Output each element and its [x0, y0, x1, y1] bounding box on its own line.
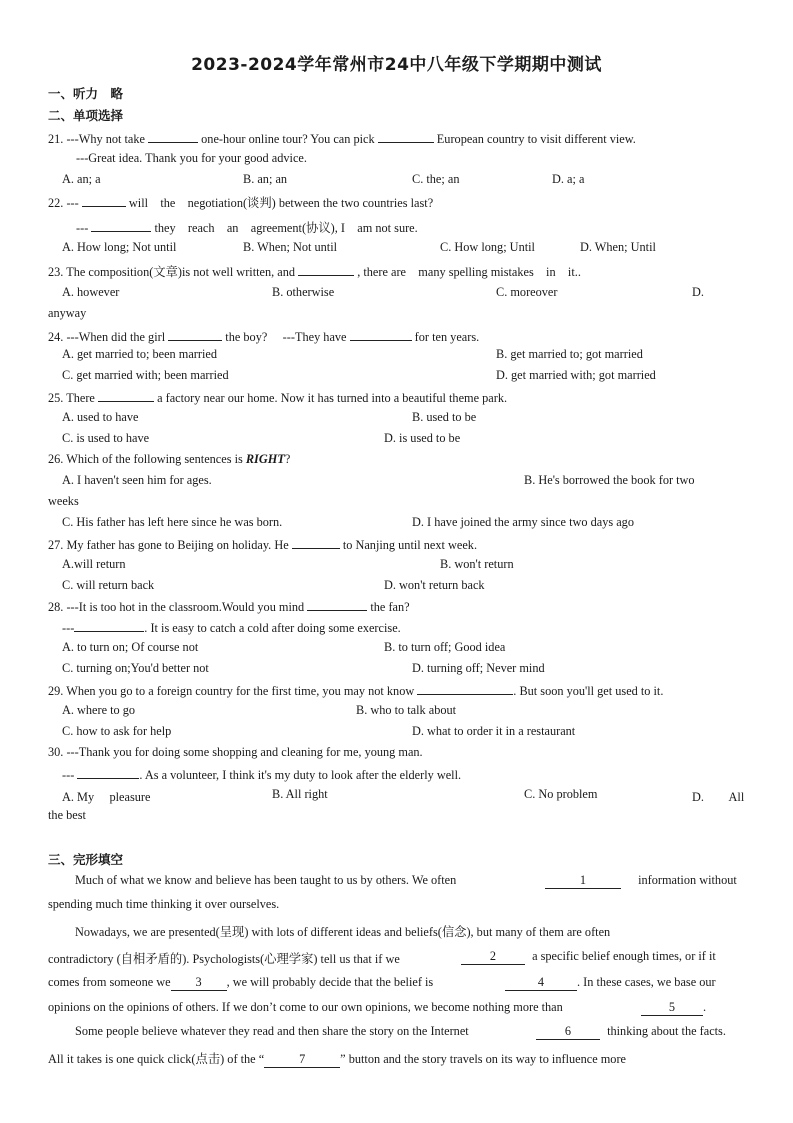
cloze-line — [48, 1000, 563, 1015]
option-d: D. won't return back — [384, 578, 485, 592]
option-b: B. won't return — [440, 557, 514, 571]
question-text: for ten years. — [414, 330, 480, 344]
option-d: D. I have joined the army since two days ago — [412, 515, 634, 529]
option-d: D. When; Until — [580, 240, 656, 254]
cloze-line — [641, 1000, 706, 1016]
option-a: A. where to go — [62, 703, 136, 717]
option-d: D. — [692, 285, 704, 299]
question-text: 21. ---Why not take — [48, 132, 145, 146]
passage-text: a specific belief enough times, or if it — [532, 949, 716, 963]
question-22 — [48, 193, 433, 211]
option-a: A. however — [62, 285, 120, 299]
question-text: 24. ---When did the girl — [48, 330, 166, 344]
page-title: 2023-2024学年常州市24中八年级下学期期中测试 — [191, 55, 602, 75]
option-c: C. the; an — [412, 172, 460, 186]
option-d: D. what to order it in a restaurant — [412, 724, 576, 738]
question-text: . But soon you'll get used to it. — [513, 684, 664, 698]
option-b: B. to turn off; Good idea — [384, 640, 506, 654]
passage-text: . In these cases, we base our — [577, 975, 716, 989]
passage-text: Much of what we know and believe has been taught to us by others. We often — [75, 873, 457, 887]
option-b: B. an; an — [243, 172, 288, 186]
passage-text: comes from someone we — [48, 975, 171, 989]
blank — [98, 389, 154, 402]
option-c: C. how to ask for help — [62, 724, 172, 738]
cloze-blank-3: 3 — [171, 975, 227, 991]
blank — [417, 682, 513, 695]
section-cloze: 三、完形填空 — [48, 852, 124, 867]
question-22-reply — [76, 218, 418, 236]
passage-text: . — [703, 1000, 707, 1014]
question-text: European country to visit different view. — [436, 132, 636, 146]
blank — [307, 598, 367, 611]
cloze-blank-7: 7 — [264, 1052, 340, 1068]
cloze-blank-5: 5 — [641, 1000, 703, 1016]
blank — [77, 766, 139, 779]
option-d: D. turning off; Never mind — [412, 661, 545, 675]
option-a: A. used to have — [62, 410, 139, 424]
question-text: 29. When you go to a foreign country for the first time, you may not know — [48, 684, 415, 698]
option-c: C. turning on;You'd better not — [62, 661, 209, 675]
blank — [350, 328, 412, 341]
cloze-line — [75, 1024, 469, 1039]
question-text: 25. There — [48, 391, 95, 405]
option-d: D. All — [692, 790, 745, 804]
question-23 — [48, 262, 581, 280]
question-25 — [48, 389, 507, 406]
question-text: to Nanjing until next week. — [342, 538, 478, 552]
question-text: --- — [76, 221, 89, 235]
question-text: --- — [62, 768, 75, 782]
option-a: A.will return — [62, 557, 126, 571]
cloze-blank-6: 6 — [536, 1024, 600, 1040]
blank — [378, 130, 434, 143]
section-single-choice: 二、单项选择 — [48, 108, 124, 123]
question-29 — [48, 682, 663, 699]
question-text: 26. Which of the following sentences is — [48, 452, 243, 466]
option-b: B. He's borrowed the book for two — [524, 473, 695, 487]
cloze-line — [461, 949, 716, 965]
passage-text: All it takes is one quick click(点击) of the “ — [48, 1052, 265, 1066]
cloze-blank-2: 2 — [461, 949, 525, 965]
question-text: a factory near our home. Now it has turned into a beautiful theme park. — [157, 391, 508, 405]
cloze-line — [48, 975, 433, 991]
cloze-blank-1: 1 — [545, 873, 621, 889]
question-28 — [48, 598, 410, 615]
question-text: the boy? ---They have — [225, 330, 347, 344]
question-text: 22. --- — [48, 196, 79, 210]
emphasis-text: RIGHT — [245, 452, 285, 466]
question-text: 27. My father has gone to Beijing on holiday. He — [48, 538, 289, 552]
blank — [298, 263, 354, 276]
option-d: D. is used to be — [384, 431, 461, 445]
cloze-line: Nowadays, we are presented(呈现) with lots of different ideas and beliefs(信念), but many of them are often — [75, 925, 611, 939]
blank — [168, 328, 222, 341]
blank — [91, 219, 151, 232]
cloze-line — [505, 975, 716, 991]
passage-text: ” button and the story travels on its way to influence more — [340, 1052, 627, 1066]
cloze-line — [545, 873, 737, 889]
option-b: B. used to be — [412, 410, 477, 424]
question-text: one-hour online tour? You can pick — [201, 132, 375, 146]
option-d-continued: anyway — [48, 306, 87, 320]
question-26 — [48, 452, 290, 467]
option-d: D. a; a — [552, 172, 585, 186]
option-c: C. His father has left here since he was born. — [62, 515, 283, 529]
question-30: 30. ---Thank you for doing some shopping and cleaning for me, young man. — [48, 745, 423, 759]
question-text: --- — [62, 621, 75, 635]
question-text: will the negotiation(谈判) between the two countries last? — [128, 196, 434, 210]
question-text: , there are many spelling mistakes in it.. — [357, 265, 581, 279]
cloze-line — [75, 873, 456, 888]
question-27 — [48, 536, 477, 553]
option-a: A. get married to; been married — [62, 347, 218, 361]
option-b: B. All right — [272, 787, 328, 801]
question-text: ? — [284, 452, 291, 466]
cloze-line — [536, 1024, 726, 1040]
option-c: C. is used to have — [62, 431, 150, 445]
blank — [82, 194, 126, 207]
question-21 — [48, 130, 636, 147]
cloze-line: spending much time thinking it over ourselves. — [48, 897, 280, 911]
blank — [148, 130, 198, 143]
option-c: C. No problem — [524, 787, 598, 801]
option-c: C. will return back — [62, 578, 155, 592]
question-28-reply — [62, 619, 401, 636]
question-text: the fan? — [370, 600, 410, 614]
question-21-reply: ---Great idea. Thank you for your good advice. — [76, 151, 307, 165]
option-c: C. moreover — [496, 285, 558, 299]
question-text: 23. The composition(文章)is not well written, and — [48, 265, 296, 279]
option-a: A. I haven't seen him for ages. — [62, 473, 212, 487]
option-c: C. get married with; been married — [62, 368, 229, 382]
option-b: B. When; Not until — [243, 240, 338, 254]
option-a: A. an; a — [62, 172, 101, 186]
cloze-line — [48, 949, 400, 967]
option-b: B. get married to; got married — [496, 347, 643, 361]
blank — [74, 619, 144, 632]
passage-text: opinions on the opinions of others. If we don’t come to our own opinions, we become nothing more than — [48, 1000, 563, 1014]
option-d: D. get married with; got married — [496, 368, 656, 382]
cloze-line — [48, 1049, 626, 1068]
question-24 — [48, 327, 479, 345]
question-text: . As a volunteer, I think it's my duty to look after the elderly well. — [139, 768, 462, 782]
option-b: B. who to talk about — [356, 703, 457, 717]
passage-text: information without — [638, 873, 737, 887]
option-a: A. to turn on; Of course not — [62, 640, 199, 654]
passage-text: contradictory (自相矛盾的). Psychologists(心理学家) tell us that if we — [48, 952, 400, 966]
option-b-continued: weeks — [48, 494, 79, 508]
option-d-continued: the best — [48, 808, 86, 822]
question-text: they reach an agreement(协议), I am not sure. — [154, 221, 418, 235]
passage-text: , we will probably decide that the belief is — [226, 975, 434, 989]
question-text: 28. ---It is too hot in the classroom.Would you mind — [48, 600, 305, 614]
option-c: C. How long; Until — [440, 240, 535, 254]
question-30-reply — [62, 766, 461, 783]
passage-text: thinking about the facts. — [607, 1024, 726, 1038]
section-listening: 一、听力 略 — [48, 86, 124, 101]
option-a: A. My pleasure — [62, 790, 151, 804]
passage-text: Some people believe whatever they read and then share the story on the Internet — [75, 1024, 469, 1038]
blank — [292, 536, 340, 549]
cloze-blank-4: 4 — [505, 975, 577, 991]
option-b: B. otherwise — [272, 285, 335, 299]
option-a: A. How long; Not until — [62, 240, 177, 254]
question-text: . It is easy to catch a cold after doing some exercise. — [144, 621, 401, 635]
